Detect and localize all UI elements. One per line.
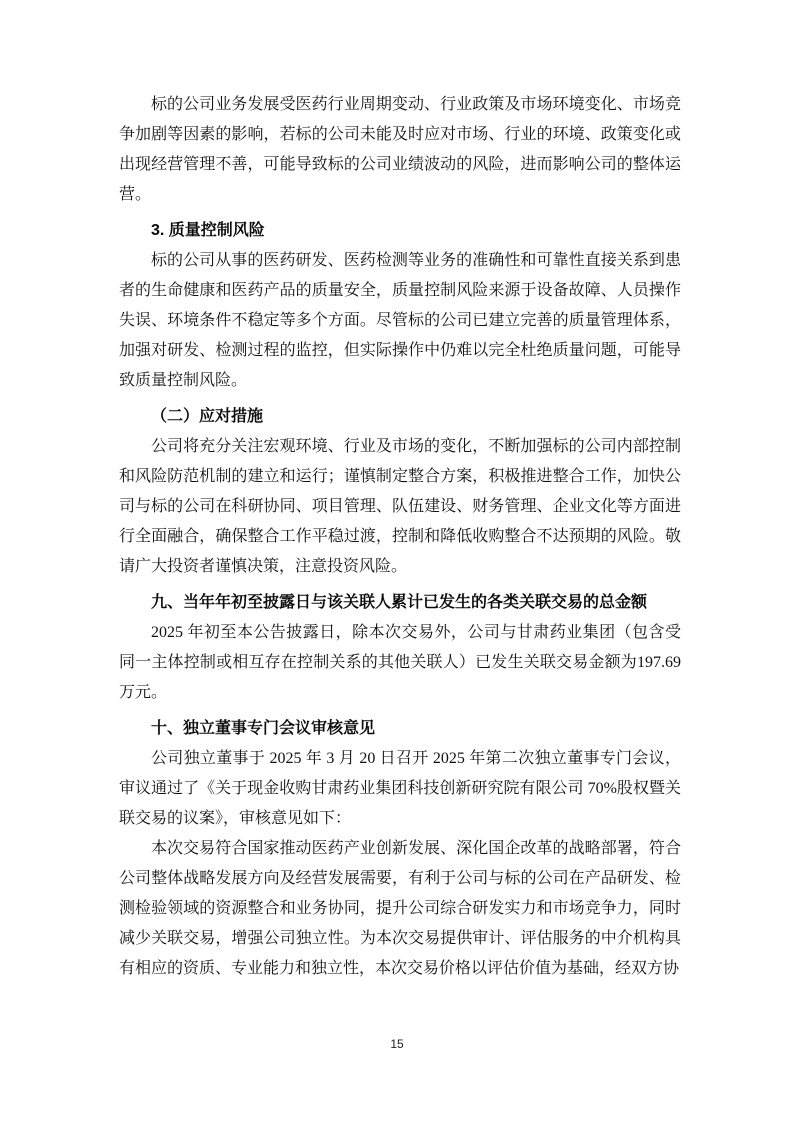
paragraph-industry-policy-risk: 标的公司业务发展受医药行业周期变动、行业政策及市场环境变化、市场竞争加剧等因素的影响，若标的公司未能及时应对市场、行业的环境、政策变化或出现经营管理不善，可能导致标的公司业绩波动的风险，进而影响公司的整体运营。 xyxy=(119,96,681,203)
paragraph-quality-control-risk: 标的公司从事的医药研发、医药检测等业务的准确性和可靠性直接关系到患者的生命健康和医药产品的质量安全，质量控制风险来源于设备故障、人员操作失误、环境条件不稳定等多个方面。尽管标的公司已建立完善的质量管理体系，加强对研发、检测过程的监控，但实际操作中仍难以完全杜绝质量问题，可能导致质量控制风险。 xyxy=(119,252,681,389)
heading-ytd-related-party-transactions-total: 九、当年年初至披露日与该关联人累计已发生的各类关联交易的总金额 xyxy=(151,594,648,611)
page-number: 15 xyxy=(390,1037,404,1051)
heading-quality-control-risk: 3. 质量控制风险 xyxy=(151,222,265,239)
paragraph-ytd-related-party-transactions-total: 2025 年初至本公告披露日，除本次交易外，公司与甘肃药业集团（包含受同一主体控制或相互存在控制关系的其他关联人）已发生关联交易金额为197.69 万元。 xyxy=(119,624,681,701)
paragraph-review-opinion-content: 本次交易符合国家推动医药产业创新发展、深化国企改革的战略部署，符合公司整体战略发展方向及经营发展需要，有利于公司与标的公司在产品研发、检测检验领域的资源整合和业务协同，提升公司综合研发实力和市场竞争力，同时减少关联交易，增强公司独立性。为本次交易提供审计、评估服务的中介机构具有相应的资质、专业能力和独立性，本次交易价格以评估价值为基础，经双方协 xyxy=(119,840,681,977)
paragraph-countermeasures: 公司将充分关注宏观环境、行业及市场的变化，不断加强标的公司内部控制和风险防范机制的建立和运行；谨慎制定整合方案，积极推进整合工作，加快公司与标的公司在科研协同、项目管理、队伍建设、财务管理、企业文化等方面进行全面融合，确保整合工作平稳过渡，控制和降低收购整合不达预期的风险。敬请广大投资者谨慎决策，注意投资风险。 xyxy=(119,438,681,575)
paragraph-independent-directors-meeting: 公司独立董事于 2025 年 3 月 20 日召开 2025 年第二次独立董事专门会议，审议通过了《关于现金收购甘肃药业集团科技创新研究院有限公司 70%股权暨关联交易的议案》，审核意见如下： xyxy=(119,750,681,827)
heading-countermeasures: （二）应对措施 xyxy=(151,408,264,425)
heading-independent-directors-review-opinion: 十、独立董事专门会议审核意见 xyxy=(151,720,376,737)
document-body xyxy=(119,90,681,984)
